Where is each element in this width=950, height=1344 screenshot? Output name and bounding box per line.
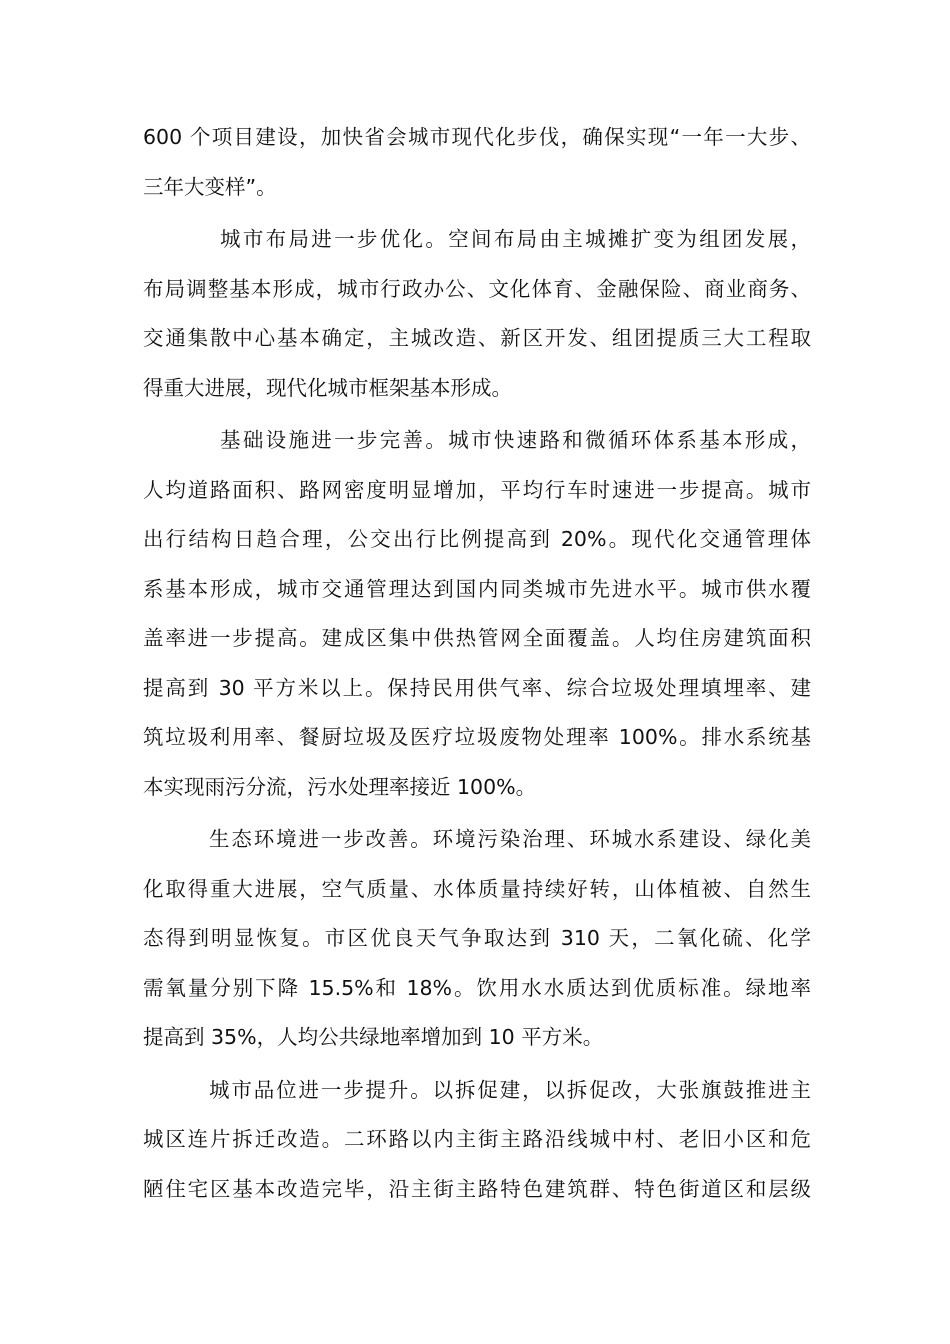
paragraph-3: [143, 416, 811, 812]
text-line: 化取得重大进展，空气质量、水体质量持续好转，山体植被、自然生: [143, 876, 811, 901]
text-line: 三年大变样”。: [143, 174, 277, 199]
paragraph-2: [143, 215, 811, 413]
paragraph-4: [143, 815, 811, 1063]
text-line: 城区连片拆迁改造。二环路以内主街主路沿线城中村、老旧小区和危: [143, 1127, 811, 1151]
document-body: [143, 113, 811, 1214]
text-line: 提高到 35%，人均公共绿地率增加到 10 平方米。: [143, 1025, 604, 1049]
text-line: 出行结构日趋合理，公交出行比例提高到 20%。现代化交通管理体: [143, 527, 811, 551]
text-line: 交通集散中心基本确定，主城改造、新区开发、组团提质三大工程取: [143, 326, 811, 350]
text-line: 人均道路面积、路网密度明显增加，平均行车时速进一步提高。城市: [143, 477, 811, 502]
paragraph-1: [143, 113, 811, 212]
text-line: 需氧量分别下降 15.5%和 18%。饮用水水质达到优质标准。绿地率: [143, 975, 811, 1000]
text-line: 筑垃圾利用率、餐厨垃圾及医疗垃圾废物处理率 100%。排水系统基: [143, 725, 811, 749]
text-line: 提高到 30 平方米以上。保持民用供气率、综合垃圾处理填埋率、建: [143, 675, 811, 700]
paragraph-5: [143, 1066, 811, 1215]
text-line: 基础设施进一步完善。城市快速路和微循环体系基本形成，: [220, 428, 811, 452]
text-line: 生态环境进一步改善。环境污染治理、环城水系建设、绿化美: [209, 827, 811, 851]
text-line: 布局调整基本形成，城市行政办公、文化体育、金融保险、商业商务、: [143, 276, 811, 301]
text-line: 得重大进展，现代化城市框架基本形成。: [143, 375, 512, 400]
text-line: 盖率进一步提高。建成区集中供热管网全面覆盖。人均住房建筑面积: [143, 626, 811, 650]
text-line: 600 个项目建设，加快省会城市现代化步伐，确保实现“一年一大步、: [143, 125, 811, 149]
text-line: 陋住宅区基本改造完毕，沿主街主路特色建筑群、特色街道区和层级: [143, 1176, 811, 1201]
text-line: 系基本形成，城市交通管理达到国内同类城市先进水平。城市供水覆: [143, 576, 811, 601]
text-line: 态得到明显恢复。市区优良天气争取达到 310 天，二氧化硫、化学: [143, 926, 811, 950]
text-line: 本实现雨污分流，污水处理率接近 100%。: [143, 774, 537, 799]
text-line: 城市品位进一步提升。以拆促建，以拆促改，大张旗鼓推进主: [209, 1077, 811, 1102]
text-line: 城市布局进一步优化。空间布局由主城摊扩变为组团发展，: [220, 227, 811, 251]
